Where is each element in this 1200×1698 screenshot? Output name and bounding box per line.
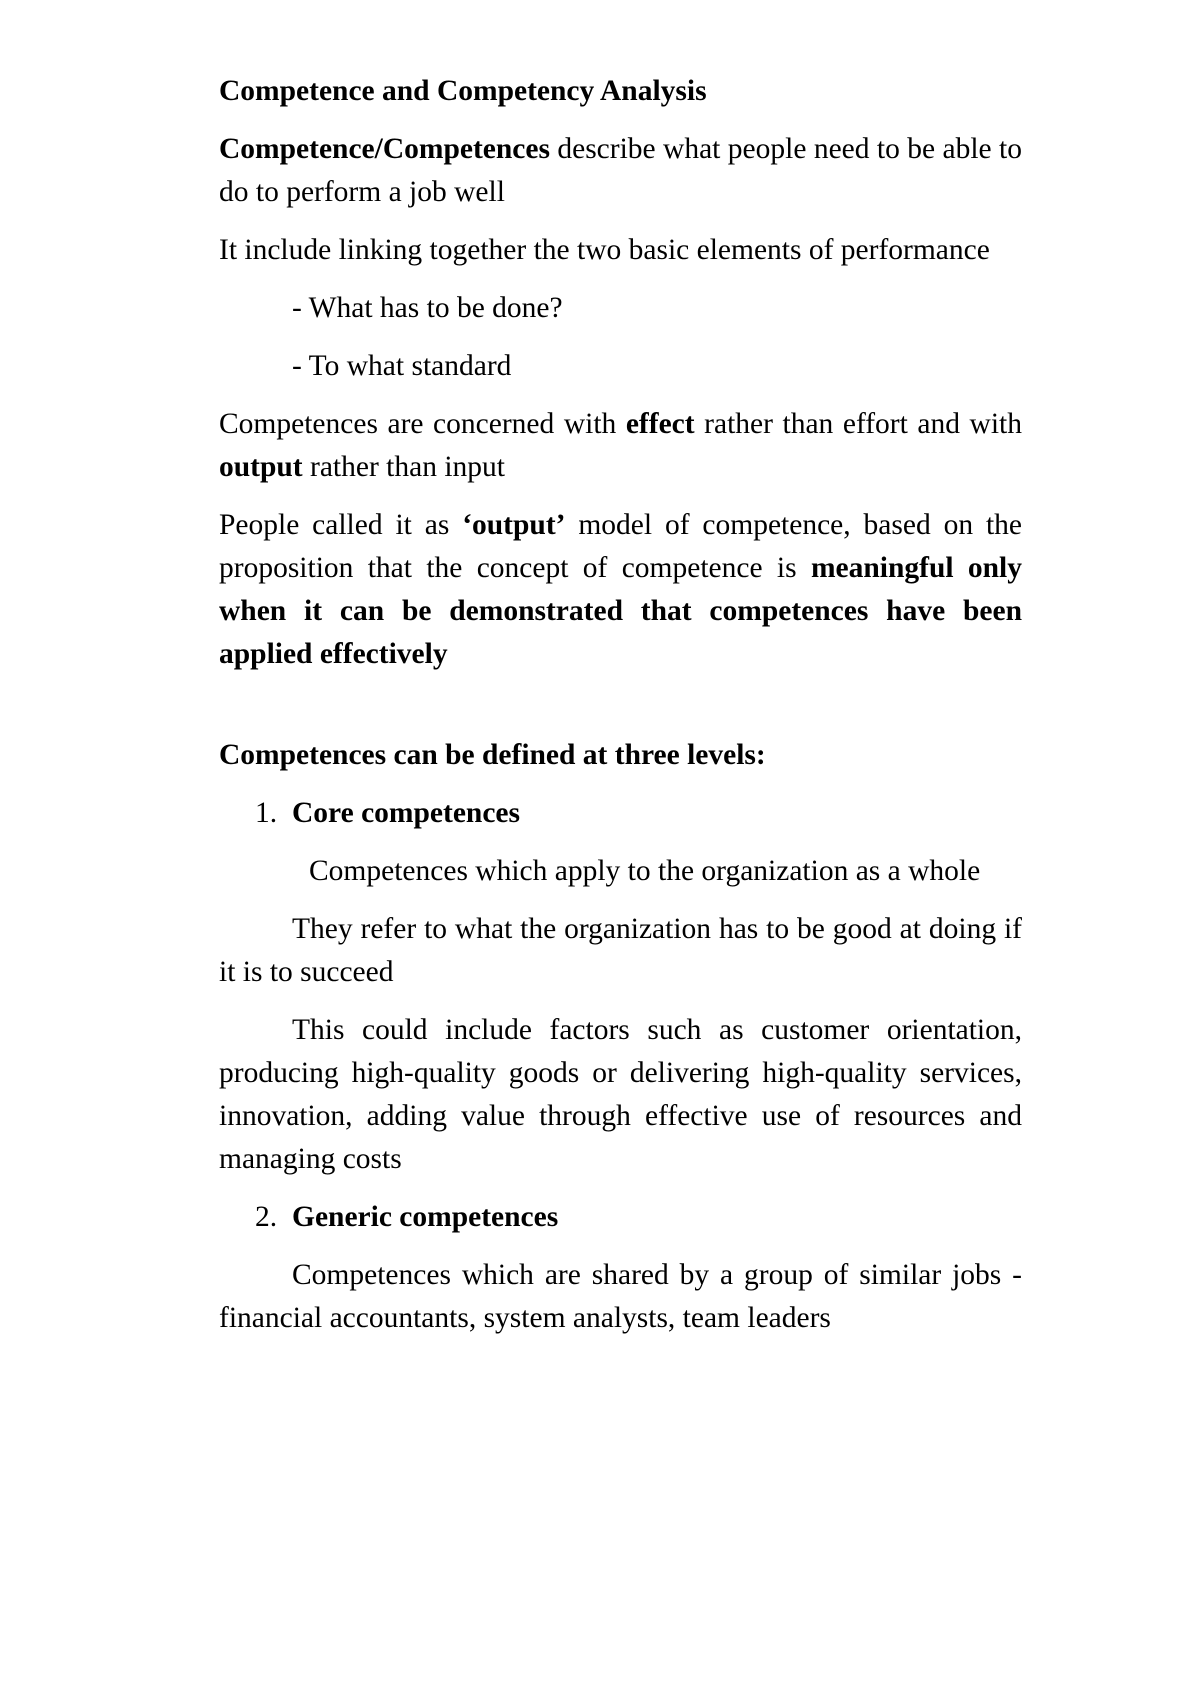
level-generic-heading xyxy=(255,1196,1022,1239)
competence-term: Competence/Competences xyxy=(219,133,550,165)
core-para-2: They refer to what the organization has to be good at doing if it is to succeed xyxy=(219,913,1022,988)
core-para-3: This could include factors such as customer orientation, producing high-quality goods or delivering high-quality services, innovation, adding value through effective use of resources and managing costs xyxy=(219,1014,1022,1175)
core-para-1: Competences which apply to the organization as a whole xyxy=(309,855,981,887)
text-run: rather than input xyxy=(302,451,505,483)
text-run: Competences are concerned with xyxy=(219,408,626,440)
level-title: Core competences xyxy=(292,797,520,829)
list-number: 2. xyxy=(255,1201,278,1233)
text-run: rather than effort and with xyxy=(694,408,1022,440)
effect-term: effect xyxy=(625,408,695,440)
competence-definition-paragraph xyxy=(219,128,1022,214)
level-core-heading xyxy=(255,792,1022,835)
performance-elements-paragraph: It include linking together the two basic elements of performance xyxy=(219,234,990,266)
generic-para-1: Competences which are shared by a group of similar jobs - financial accountants, system analysts, team leaders xyxy=(219,1259,1022,1334)
text-run: People called it as xyxy=(219,509,463,541)
output-term: output xyxy=(219,451,303,483)
text-run: model of competence, based on the proposition that the concept of competence is xyxy=(219,509,1022,584)
output-model-paragraph xyxy=(219,504,1022,676)
dash-item-what: - What has to be done? xyxy=(292,292,563,324)
levels-heading: Competences can be defined at three levels: xyxy=(219,739,766,771)
dash-item-standard: - To what standard xyxy=(292,350,512,382)
effect-output-paragraph xyxy=(219,403,1022,489)
document-title: Competence and Competency Analysis xyxy=(219,75,707,107)
output-model-term: ‘output’ xyxy=(462,509,566,541)
document-page xyxy=(219,70,1022,1355)
list-number: 1. xyxy=(255,797,278,829)
competence-definition-text: describe what people need to be able to do to perform a job well xyxy=(219,133,1022,208)
meaningful-statement: meaningful only when it can be demonstrated that competences have been applied effectively xyxy=(219,552,1022,670)
level-title: Generic competences xyxy=(292,1201,559,1233)
